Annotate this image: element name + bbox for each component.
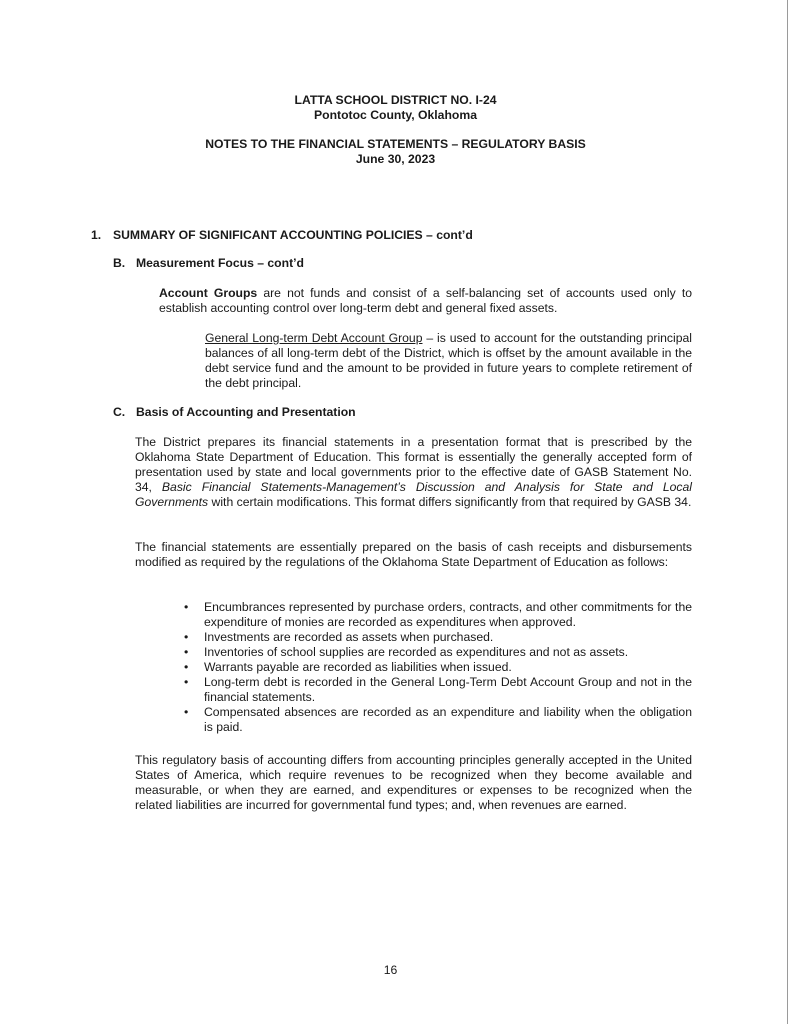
gasb-statement-title: Basic Financial Statements-Management’s Discussion and Analysis for State and Local Governments [135, 480, 692, 509]
presentation-text-1: The District prepares its financial statements in a presentation format that is prescribed by the Oklahoma State Department of Education. This format is essentially the generally accepted form of presentation used by state and local governments prior to the effective date of GASB Statement No. 34, [135, 435, 692, 494]
subsection-b-letter: B. [113, 256, 126, 270]
account-groups-paragraph [159, 286, 692, 316]
section-number: 1. [91, 228, 102, 242]
subsection-c-title: Basis of Accounting and Presentation [136, 405, 356, 419]
county-subtitle: Pontotoc County, Oklahoma [314, 108, 477, 122]
list-item: • Long-term debt is recorded in the General Long-Term Debt Account Group and not in the financial statements. [184, 675, 692, 705]
subsection-c-letter: C. [113, 405, 126, 419]
page-number: 16 [383, 963, 398, 977]
gltd-text: – is used to account for the outstanding principal balances of all long-term debt of the District, which is offset by the amount available in the debt service fund and the amount to be provided in future years to complete retirement of the debt principal. [205, 331, 692, 390]
report-date: June 30, 2023 [355, 152, 436, 166]
gltd-paragraph [205, 331, 692, 391]
list-item: • Compensated absences are recorded as an expenditure and liability when the obligation is paid. [184, 705, 692, 735]
presentation-paragraph [135, 435, 692, 510]
regulatory-basis-paragraph: This regulatory basis of accounting differs from accounting principles generally accepted in the United States of America, which require revenues to be recognized when they become available and measurable, or when they are earned, and expenditures or expenses to be recognized when the related liabilities are incurred for governmental fund types; and, when revenues are earned. [135, 753, 692, 812]
account-groups-text: are not funds and consist of a self-balancing set of accounts used only to establish accounting control over long-term debt and general fixed assets. [159, 286, 692, 315]
presentation-text-2: with certain modifications. This format differs significantly from that required by GASB 34. [208, 495, 692, 509]
list-item: • Warrants payable are recorded as liabilities when issued. [184, 660, 692, 675]
gltd-lead: General Long-term Debt Account Group [205, 331, 423, 345]
list-item: • Investments are recorded as assets when purchased. [184, 630, 692, 645]
notes-title: NOTES TO THE FINANCIAL STATEMENTS – REGULATORY BASIS [205, 137, 586, 151]
list-item: • Inventories of school supplies are recorded as expenditures and not as assets. [184, 645, 692, 660]
basis-paragraph: The financial statements are essentially prepared on the basis of cash receipts and disbursements modified as required by the regulations of the Oklahoma State Department of Education as follows: [135, 540, 692, 569]
section-title: SUMMARY OF SIGNIFICANT ACCOUNTING POLICIES – cont’d [113, 228, 473, 242]
account-groups-lead: Account Groups [159, 286, 258, 300]
list-item: • Encumbrances represented by purchase orders, contracts, and other commitments for the expenditure of monies are recorded as expenditures when approved. [184, 600, 692, 630]
basis-bullet-list [184, 600, 692, 735]
subsection-b-title: Measurement Focus – cont’d [136, 256, 304, 270]
district-title: LATTA SCHOOL DISTRICT NO. I-24 [294, 93, 497, 107]
